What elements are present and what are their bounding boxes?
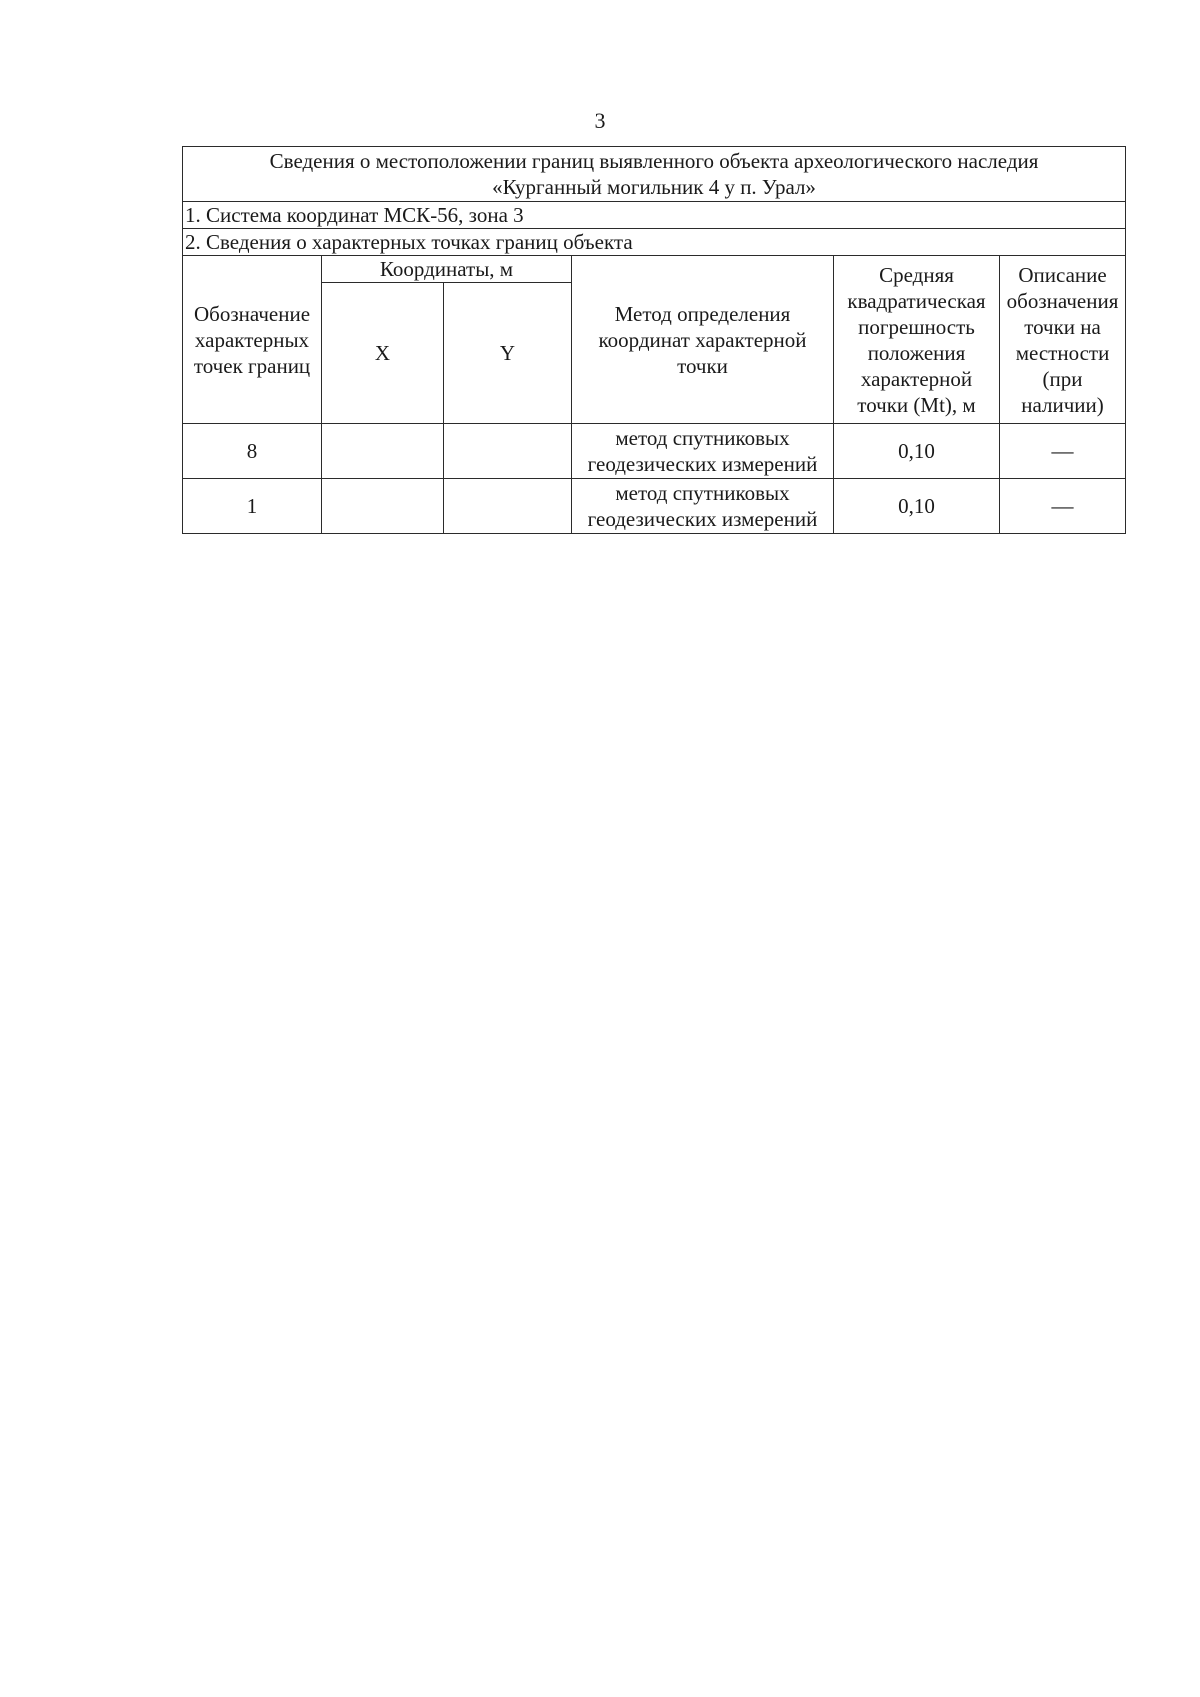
description-header: Описание обозначения точки на местности (при наличии) [1000,256,1126,424]
method-cell: метод спутниковых геодезических измерений [572,424,834,479]
x-header: X [322,283,444,424]
point-cell: 1 [183,479,322,534]
table-row [183,479,1126,534]
page-number: 3 [594,108,606,133]
point-cell: 8 [183,424,322,479]
designation-header: Обозначение характерных точек границ [183,256,322,424]
coordinate-system-row: 1. Система координат МСК-56, зона 3 [183,202,1126,229]
table-row [183,424,1126,479]
description-cell: — [1000,424,1126,479]
method-header: Метод определения координат характерной точки [572,256,834,424]
error-header: Средняя квадратическая погрешность положения характерной точки (Mt), м [834,256,1000,424]
table-title-line-2: «Курганный могильник 4 у п. Урал» [492,175,816,199]
boundary-points-table [182,146,1126,534]
error-cell: 0,10 [834,424,1000,479]
error-cell: 0,10 [834,479,1000,534]
points-section-row: 2. Сведения о характерных точках границ объекта [183,229,1126,256]
coordinates-header: Координаты, м [322,256,572,283]
y-cell [444,479,572,534]
y-cell [444,424,572,479]
table-title [183,147,1126,202]
description-cell: — [1000,479,1126,534]
method-cell: метод спутниковых геодезических измерений [572,479,834,534]
x-cell [322,479,444,534]
y-header: Y [444,283,572,424]
table-title-line-1: Сведения о местоположении границ выявленного объекта археологического наследия [269,149,1039,173]
x-cell [322,424,444,479]
